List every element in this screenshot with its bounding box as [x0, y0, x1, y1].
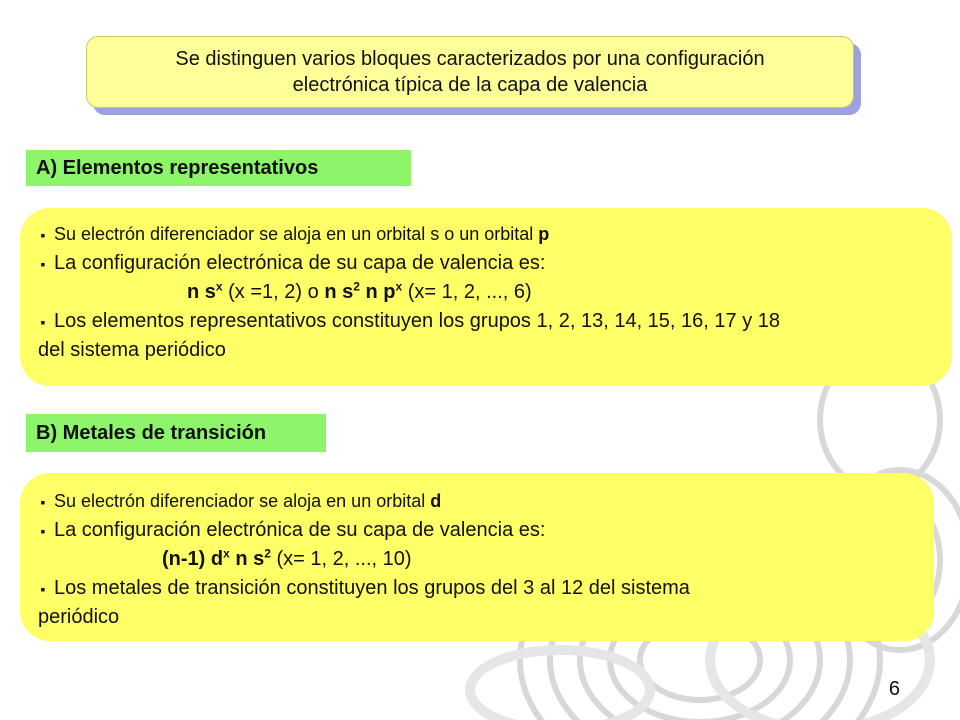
- section-a-title: A) Elementos representativos: [26, 150, 411, 186]
- section-a-bullet-3-continued: del sistema periódico: [38, 339, 226, 361]
- bullet-icon: ▪: [40, 256, 46, 272]
- header-note: [86, 36, 854, 108]
- section-b-bullet-2: ▪ La configuración electrónica de su capa de valencia es:: [32, 516, 934, 545]
- section-a-bullet-3: ▪ Los elementos representativos constituyen los grupos 1, 2, 13, 14, 15, 16, 17 y 18: [32, 307, 952, 336]
- section-a-panel: [20, 208, 952, 386]
- section-a-bullet-1: ▪ Su electrón diferenciador se aloja en un orbital s o un orbital p: [32, 220, 952, 249]
- bullet-icon: ▪: [40, 581, 46, 597]
- page-number: 6: [888, 678, 900, 700]
- header-line-1: Se distinguen varios bloques caracterizados por una configuración: [175, 48, 765, 70]
- bullet-icon: ▪: [40, 523, 46, 539]
- section-b-formula: (n-1) $d^x$ n $s^2$ (x= 1, 2, ..., 10): [162, 546, 412, 570]
- bullet-icon: ▪: [40, 227, 46, 243]
- section-a-bullet-2: ▪ La configuración electrónica de su capa de valencia es:: [32, 249, 952, 278]
- bullet-icon: ▪: [40, 314, 46, 330]
- section-b-title: B) Metales de transición: [26, 414, 326, 452]
- section-b-bullet-3: ▪ Los metales de transición constituyen los grupos del 3 al 12 del sistema: [32, 574, 934, 603]
- section-b-bullet-3-continued: periódico: [38, 606, 120, 628]
- section-b-panel: [20, 473, 934, 641]
- section-b-bullet-1: ▪ Su electrón diferenciador se aloja en un orbital d: [32, 487, 934, 516]
- bullet-icon: ▪: [40, 494, 46, 510]
- header-line-2: electrónica típica de la capa de valencia: [292, 74, 648, 96]
- section-a-formula: n $s^x$ (x =1, 2) o n $s^2$ n $p^x$ (x= 1, 2, ..., 6): [187, 279, 532, 303]
